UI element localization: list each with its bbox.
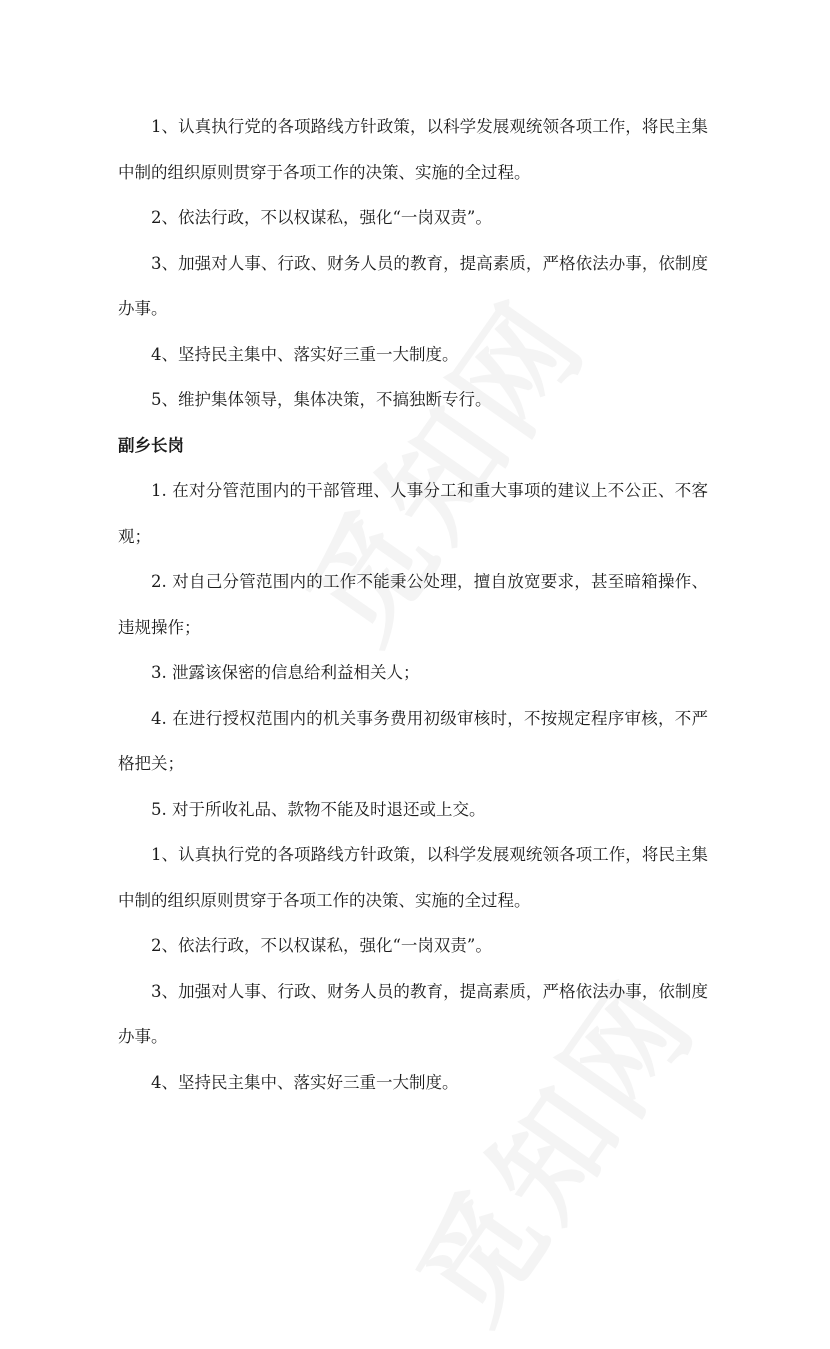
paragraph: 2、依法行政，不以权谋私，强化“一岗双责”。 <box>151 208 492 227</box>
section-heading: 副乡长岗 <box>118 435 184 455</box>
paragraph: 3. 泄露该保密的信息给利益相关人； <box>151 663 420 682</box>
paragraph: 4、坚持民主集中、落实好三重一大制度。 <box>151 1072 459 1092</box>
paragraph: 4. 在进行授权范围内的机关事务费用初级审核时，不按规定程序审核，不严格把关； <box>118 708 708 773</box>
paragraph: 3、加强对人事、行政、财务人员的教育，提高素质，严格依法办事，依制度办事。 <box>118 253 708 318</box>
paragraph: 1、认真执行党的各项路线方针政策，以科学发展观统领各项工作，将民主集中制的组织原则贯穿于各项工作的决策、实施的全过程。 <box>118 845 708 910</box>
paragraph: 4、坚持民主集中、落实好三重一大制度。 <box>151 344 459 364</box>
paragraph: 1、认真执行党的各项路线方针政策，以科学发展观统领各项工作，将民主集中制的组织原则贯穿于各项工作的决策、实施的全过程。 <box>118 117 708 182</box>
paragraph: 5、维护集体领导，集体决策，不搞独断专行。 <box>151 390 492 409</box>
document-body <box>118 104 708 1105</box>
paragraph: 2. 对自己分管范围内的工作不能秉公处理，擅自放宽要求，甚至暗箱操作、违规操作； <box>118 572 708 637</box>
paragraph: 1. 在对分管范围内的干部管理、人事分工和重大事项的建议上不公正、不客观； <box>118 481 708 546</box>
paragraph: 3、加强对人事、行政、财务人员的教育，提高素质，严格依法办事，依制度办事。 <box>118 981 708 1046</box>
paragraph: 5. 对于所收礼品、款物不能及时退还或上交。 <box>151 799 486 819</box>
paragraph: 2、依法行政，不以权谋私，强化“一岗双责”。 <box>151 936 492 955</box>
